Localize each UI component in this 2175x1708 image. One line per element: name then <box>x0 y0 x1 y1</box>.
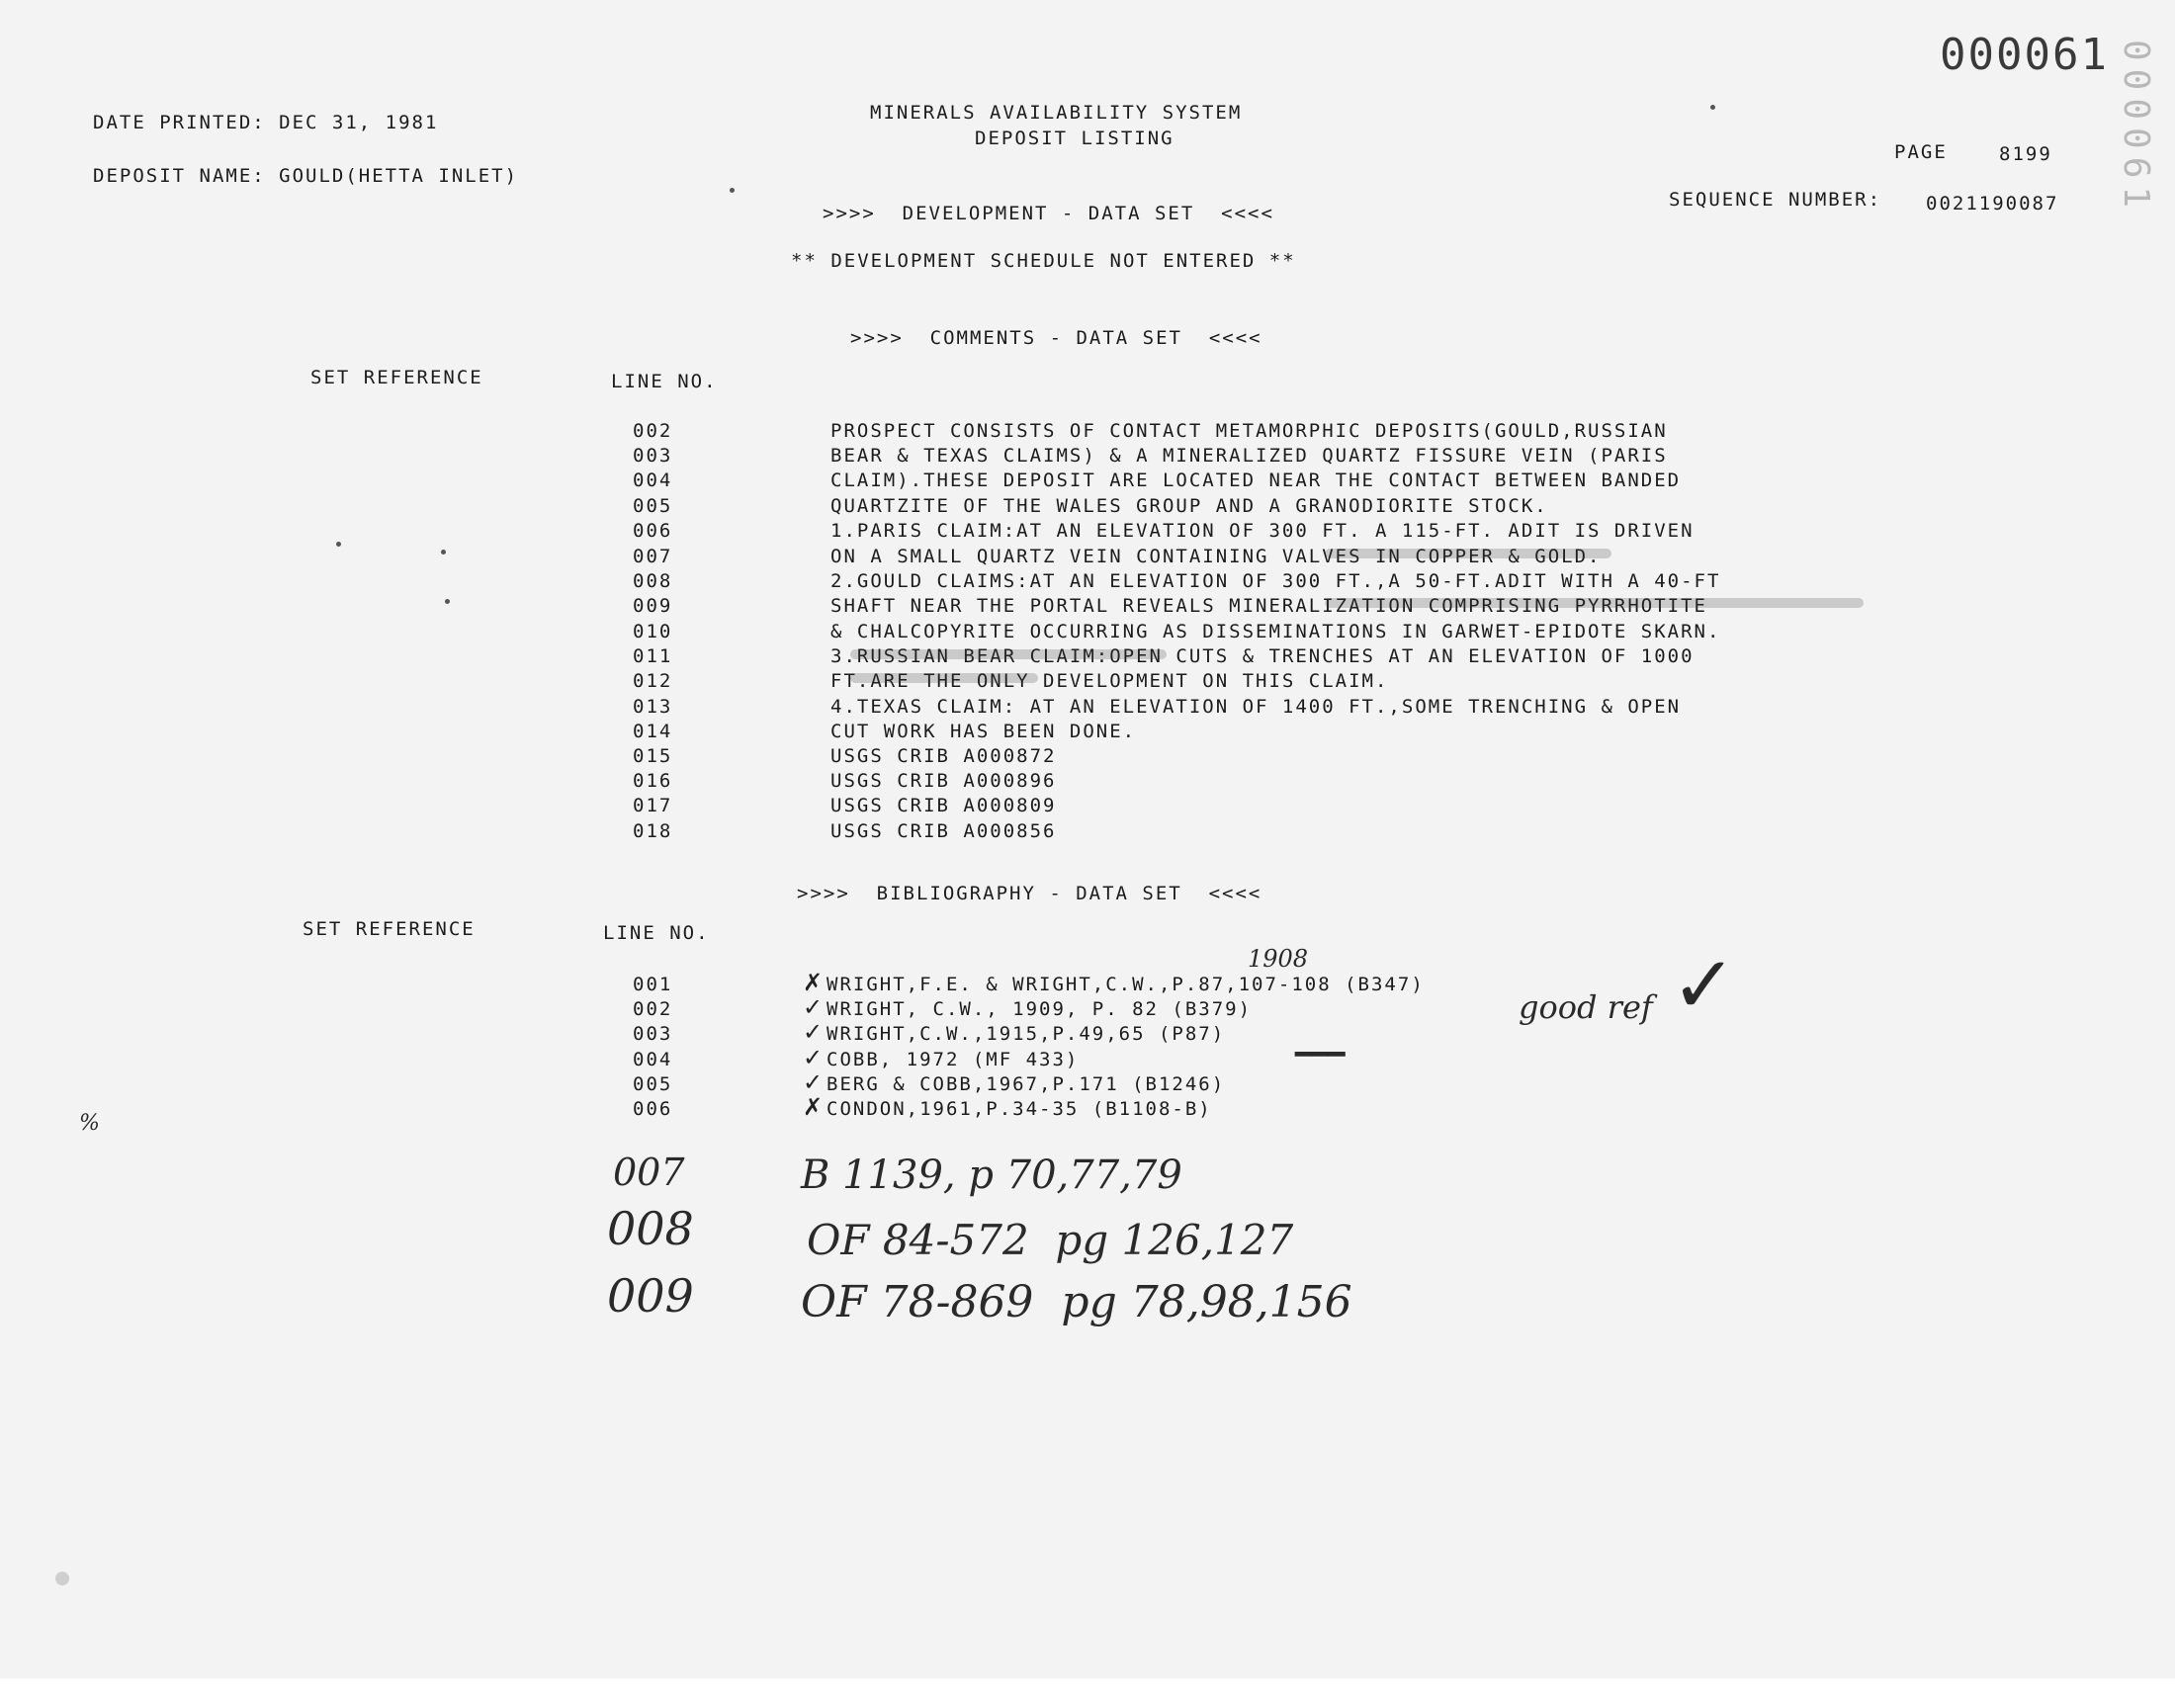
document-stamp-number: 000061 <box>1940 30 2109 80</box>
scan-bottom-edge <box>0 1678 2175 1708</box>
bibliography-line-no: 001 <box>633 974 673 995</box>
comment-line-no: 018 <box>633 820 673 842</box>
sequence-number: 0021190087 <box>1926 193 2059 214</box>
bibliography-col-line-no: LINE NO. <box>603 922 710 944</box>
handwritten-reference: B 1139, p 70,77,79 <box>801 1153 1182 1198</box>
comment-line-no: 003 <box>633 445 673 467</box>
comment-text: ON A SMALL QUARTZ VEIN CONTAINING VALVES IN COPPER & GOLD. <box>830 546 1602 567</box>
bibliography-line-no: 004 <box>633 1049 673 1070</box>
comment-text: 1.PARIS CLAIM:AT AN ELEVATION OF 300 FT. A 115-FT. ADIT IS DRIVEN <box>830 520 1695 542</box>
comment-line-no: 011 <box>633 645 673 667</box>
comment-text: QUARTZITE OF THE WALES GROUP AND A GRANODIORITE STOCK. <box>830 495 1548 517</box>
comment-text: CLAIM).THESE DEPOSIT ARE LOCATED NEAR THE CONTACT BETWEEN BANDED <box>830 470 1682 491</box>
handwritten-strikeout: ━━━ <box>1295 1038 1346 1070</box>
checkmark-icon: ✓ <box>803 993 824 1021</box>
handwritten-reference: OF 78-869 pg 78,98,156 <box>801 1277 1352 1327</box>
comment-text: USGS CRIB A000809 <box>830 795 1057 816</box>
bibliography-line-no: 005 <box>633 1073 673 1095</box>
comment-line-no: 005 <box>633 495 673 517</box>
vertical-stamp-number: 000061 <box>2116 40 2156 216</box>
handwritten-year-note: 1908 <box>1248 945 1309 973</box>
comment-text: CUT WORK HAS BEEN DONE. <box>830 721 1137 742</box>
comment-line-no: 007 <box>633 546 673 567</box>
comment-line-no: 010 <box>633 621 673 642</box>
comments-heading: >>>> COMMENTS - DATA SET <<<< <box>850 327 1262 349</box>
comment-text: USGS CRIB A000872 <box>830 745 1057 767</box>
handwritten-line-no: 007 <box>613 1151 685 1194</box>
comment-line-no: 008 <box>633 570 673 592</box>
bibliography-text: BERG & COBB,1967,P.171 (B1246) <box>826 1073 1226 1095</box>
scan-speck <box>441 550 446 555</box>
highlight-mark <box>850 673 1038 683</box>
scan-speck <box>730 188 735 193</box>
comments-col-line-no: LINE NO. <box>611 371 718 392</box>
scan-speck <box>55 1572 69 1585</box>
comment-line-no: 016 <box>633 770 673 792</box>
bibliography-heading: >>>> BIBLIOGRAPHY - DATA SET <<<< <box>797 883 1262 904</box>
comment-text: SHAFT NEAR THE PORTAL REVEALS MINERALIZATION COMPRISING PYRRHOTITE <box>830 595 1707 617</box>
deposit-name: DEPOSIT NAME: GOULD(HETTA INLET) <box>93 165 519 187</box>
checkmark-icon: ✓ <box>803 1044 824 1071</box>
checkmark-icon: ✗ <box>803 1093 824 1121</box>
development-heading: >>>> DEVELOPMENT - DATA SET <<<< <box>823 203 1274 224</box>
system-title: MINERALS AVAILABILITY SYSTEM <box>870 102 1243 124</box>
comment-line-no: 002 <box>633 420 673 442</box>
handwritten-checkmark-icon: ✓ <box>1671 939 1738 1031</box>
handwritten-good-ref: good ref <box>1519 988 1653 1026</box>
bibliography-text: CONDON,1961,P.34-35 (B1108-B) <box>826 1098 1212 1120</box>
highlight-mark <box>850 649 1167 659</box>
comments-col-set-reference: SET REFERENCE <box>310 367 483 388</box>
comment-line-no: 004 <box>633 470 673 491</box>
handwritten-reference: OF 84-572 pg 126,127 <box>807 1216 1294 1264</box>
development-note: ** DEVELOPMENT SCHEDULE NOT ENTERED ** <box>791 250 1296 272</box>
comment-line-no: 006 <box>633 520 673 542</box>
comment-text: & CHALCOPYRITE OCCURRING AS DISSEMINATIONS IN GARWET-EPIDOTE SKARN. <box>830 621 1721 642</box>
bibliography-line-no: 002 <box>633 998 673 1020</box>
comment-text: USGS CRIB A000896 <box>830 770 1057 792</box>
comment-text: FT.ARE THE ONLY DEVELOPMENT ON THIS CLAIM. <box>830 670 1389 692</box>
comment-line-no: 017 <box>633 795 673 816</box>
listing-title: DEPOSIT LISTING <box>975 128 1174 149</box>
comment-text: USGS CRIB A000856 <box>830 820 1057 842</box>
checkmark-icon: ✓ <box>803 1018 824 1046</box>
comment-text: 2.GOULD CLAIMS:AT AN ELEVATION OF 300 FT.,A 50-FT.ADIT WITH A 40-FT <box>830 570 1721 592</box>
checkmark-icon: ✓ <box>803 1068 824 1096</box>
bibliography-text: WRIGHT,F.E. & WRIGHT,C.W.,P.87,107-108 (B347) <box>826 974 1425 995</box>
comment-text: 4.TEXAS CLAIM: AT AN ELEVATION OF 1400 FT.,SOME TRENCHING & OPEN <box>830 696 1682 718</box>
bibliography-text: WRIGHT,C.W.,1915,P.49,65 (P87) <box>826 1023 1226 1045</box>
checkmark-icon: ✗ <box>803 969 824 996</box>
handwritten-line-no: 008 <box>607 1202 694 1255</box>
handwritten-line-no: 009 <box>607 1269 694 1323</box>
comment-text: BEAR & TEXAS CLAIMS) & A MINERALIZED QUARTZ FISSURE VEIN (PARIS <box>830 445 1668 467</box>
bibliography-text: COBB, 1972 (MF 433) <box>826 1049 1080 1070</box>
comment-text: PROSPECT CONSISTS OF CONTACT METAMORPHIC DEPOSITS(GOULD,RUSSIAN <box>830 420 1668 442</box>
bibliography-line-no: 006 <box>633 1098 673 1120</box>
comment-text: 3.RUSSIAN BEAR CLAIM:OPEN CUTS & TRENCHES AT AN ELEVATION OF 1000 <box>830 645 1695 667</box>
highlight-mark <box>1325 598 1864 608</box>
bibliography-text: WRIGHT, C.W., 1909, P. 82 (B379) <box>826 998 1253 1020</box>
bibliography-line-no: 003 <box>633 1023 673 1045</box>
comment-line-no: 015 <box>633 745 673 767</box>
page-number: 8199 <box>1999 143 2052 165</box>
page-label: PAGE <box>1894 141 1948 163</box>
scan-speck <box>445 599 450 604</box>
scan-speck <box>336 542 341 547</box>
comment-line-no: 012 <box>633 670 673 692</box>
sequence-label: SEQUENCE NUMBER: <box>1669 189 1882 211</box>
comment-line-no: 013 <box>633 696 673 718</box>
highlight-mark <box>1325 549 1611 558</box>
comment-line-no: 009 <box>633 595 673 617</box>
date-printed: DATE PRINTED: DEC 31, 1981 <box>93 112 439 133</box>
handwritten-percent-mark: % <box>79 1111 100 1136</box>
bibliography-col-set-reference: SET REFERENCE <box>303 918 476 940</box>
comment-line-no: 014 <box>633 721 673 742</box>
scan-speck <box>1710 105 1715 110</box>
